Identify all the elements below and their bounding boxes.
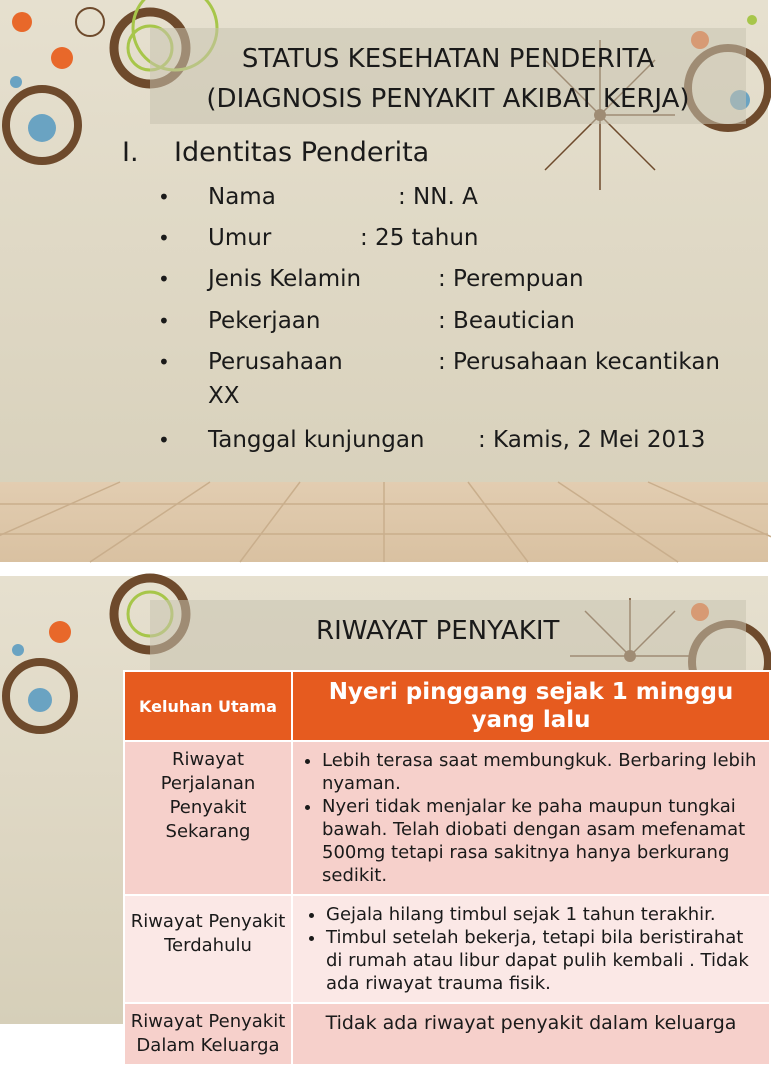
table-header-row <box>124 671 770 741</box>
header-value-cell: Nyeri pinggang sejak 1 minggu yang lalu <box>292 671 770 741</box>
bullet: • <box>158 267 170 291</box>
slide-title-line1: STATUS KESEHATAN PENDERITA <box>241 44 655 74</box>
bullet: • <box>158 185 170 209</box>
row-label: Riwayat Penyakit Terdahulu <box>124 895 292 1003</box>
bullet: • <box>158 309 170 333</box>
dot-decoration <box>51 47 73 69</box>
item-label: Nama <box>208 184 276 210</box>
item-value: : 25 tahun <box>360 225 479 251</box>
item-label: Umur <box>208 225 272 251</box>
item-value: : NN. A <box>398 184 478 210</box>
row-content <box>292 895 770 1003</box>
item-label: Pekerjaan <box>208 308 321 334</box>
item-label: Tanggal kunjungan <box>208 427 425 453</box>
row-label: Riwayat Penyakit Dalam Keluarga <box>124 1003 292 1065</box>
dot-decoration <box>747 15 757 25</box>
list-item: • Gejala hilang timbul sejak 1 tahun terakhir. <box>326 903 762 926</box>
bullet-list <box>294 743 768 893</box>
item-value: : Perempuan <box>438 266 584 292</box>
table-row <box>124 895 770 1003</box>
slide-title: RIWAYAT PENYAKIT <box>316 616 560 646</box>
item-label: Jenis Kelamin <box>208 266 362 292</box>
header-label-cell: Keluhan Utama <box>124 671 292 741</box>
slide-riwayat-penyakit <box>0 576 768 1056</box>
section-heading <box>122 136 429 170</box>
section-number: I. <box>122 137 139 168</box>
list-item: • Nyeri tidak menjalar ke paha maupun tungkai bawah. Telah diobati dengan asam mefenamat 500mg tetapi rasa sakitnya hanya berkurang sedikit. <box>322 795 762 887</box>
dot-decoration <box>12 644 24 656</box>
slide-title-line2: (DIAGNOSIS PENYAKIT AKIBAT KERJA) <box>206 84 690 114</box>
dot-decoration <box>10 76 22 88</box>
bullet: • <box>158 428 170 452</box>
item-value-continued: XX <box>208 383 240 409</box>
floor-decoration <box>0 482 768 562</box>
bullet: • <box>158 350 170 374</box>
row-label: Riwayat Perjalanan Penyakit Sekarang <box>124 741 292 895</box>
item-value: : Perusahaan kecantikan <box>438 349 720 375</box>
floor-lines <box>0 482 768 562</box>
riwayat-table <box>123 670 771 1066</box>
dot-decoration <box>28 688 52 712</box>
table-row <box>124 1003 770 1065</box>
ring-decoration <box>76 8 104 36</box>
section-title: Identitas Penderita <box>174 137 430 168</box>
dot-decoration <box>12 12 32 32</box>
dot-decoration <box>28 114 56 142</box>
table-row <box>124 741 770 895</box>
item-value: : Kamis, 2 Mei 2013 <box>478 427 706 453</box>
row-content: Tidak ada riwayat penyakit dalam keluarga <box>292 1003 770 1065</box>
bullet-list <box>294 897 768 1001</box>
row-content <box>292 741 770 895</box>
list-item: • Timbul setelah bekerja, tetapi bila beristirahat di rumah atau libur dapat pulih kembali . Tidak ada riwayat trauma fisik. <box>326 926 762 995</box>
dot-decoration <box>49 621 71 643</box>
item-label: Perusahaan <box>208 349 343 375</box>
bullet: • <box>158 226 170 250</box>
item-value: : Beautician <box>438 308 575 334</box>
list-item: • Lebih terasa saat membungkuk. Berbaring lebih nyaman. <box>322 749 762 795</box>
